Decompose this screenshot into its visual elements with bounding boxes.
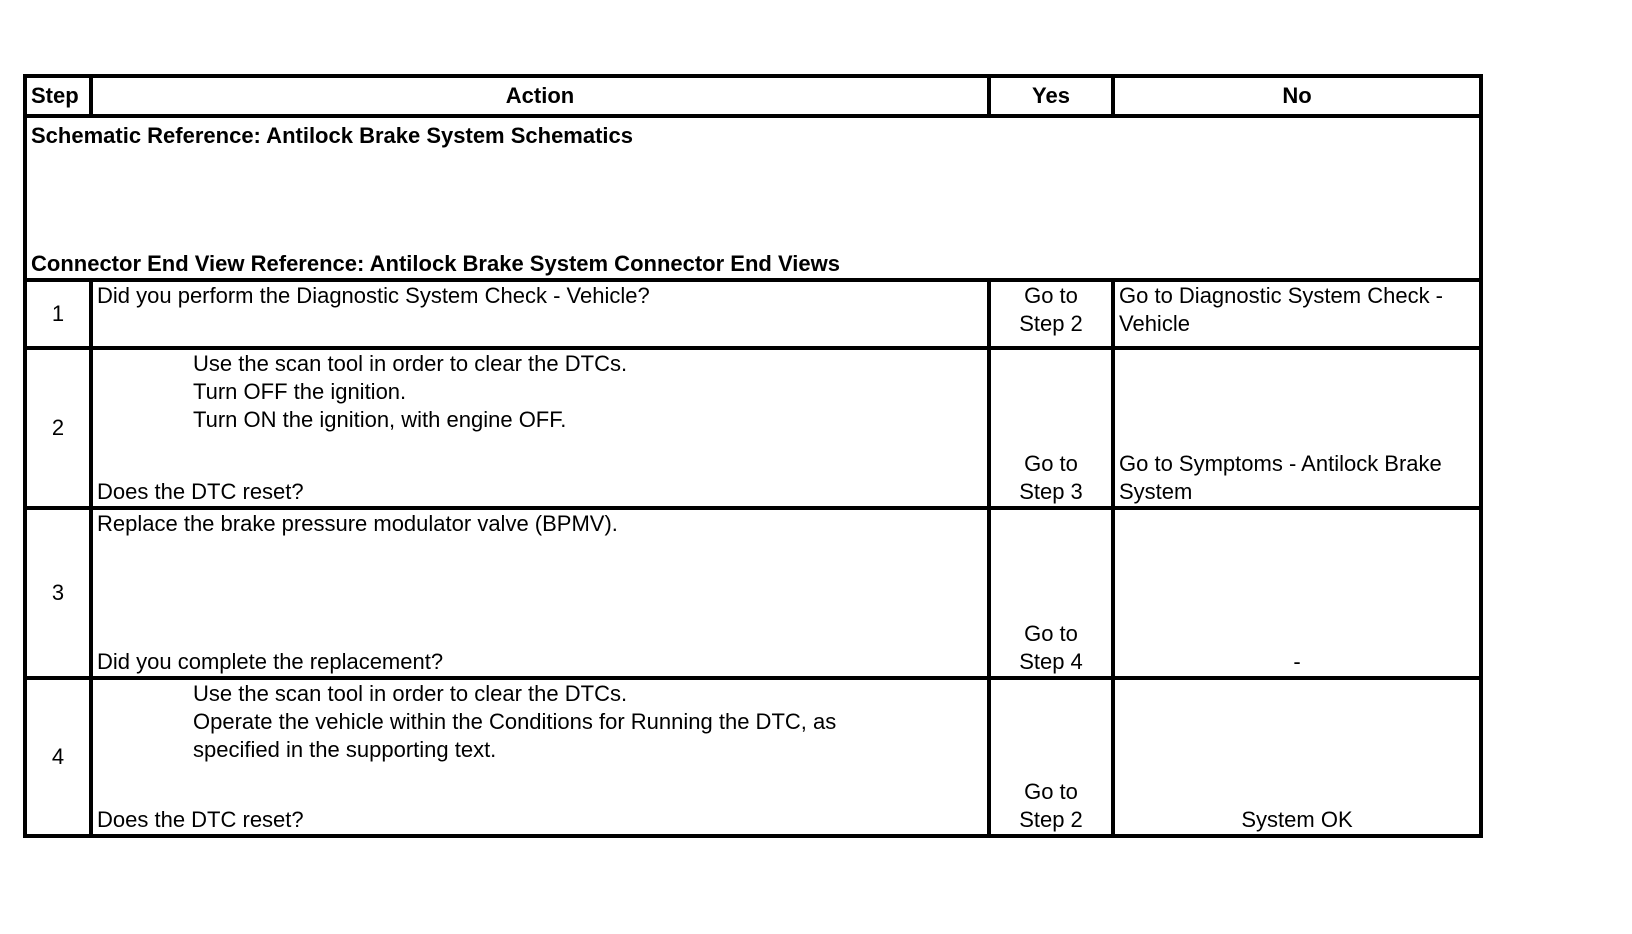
step-number: 2 bbox=[25, 348, 91, 508]
no-line-2: Vehicle bbox=[1119, 311, 1190, 336]
yes-cell bbox=[989, 508, 1113, 678]
no-cell bbox=[1113, 348, 1481, 508]
action-text: Did you perform the Diagnostic System Check - Vehicle? bbox=[97, 283, 650, 308]
instruction-list bbox=[97, 680, 983, 764]
instruction-item: Use the scan tool in order to clear the DTCs. bbox=[193, 351, 628, 376]
diagnostic-page bbox=[23, 74, 1479, 838]
no-cell bbox=[1113, 508, 1481, 678]
yes-line-2: Step 3 bbox=[1019, 479, 1083, 504]
yes-line-1: Go to bbox=[1024, 621, 1078, 646]
action-text: Replace the brake pressure modulator valve (BPMV). bbox=[97, 511, 618, 536]
action-question: Does the DTC reset? bbox=[97, 479, 304, 504]
connector-reference: Connector End View Reference: Antilock Brake System Connector End Views bbox=[31, 251, 840, 276]
action-cell bbox=[91, 508, 989, 678]
no-line-1: Go to Symptoms - Antilock Brake bbox=[1119, 451, 1442, 476]
step-number: 4 bbox=[25, 678, 91, 836]
yes-cell bbox=[989, 280, 1113, 348]
schematic-reference: Schematic Reference: Antilock Brake System Schematics bbox=[31, 123, 634, 148]
table-row bbox=[25, 280, 1481, 348]
header-row bbox=[25, 76, 1481, 116]
no-cell bbox=[1113, 678, 1481, 836]
action-cell bbox=[91, 280, 989, 348]
yes-header: Yes bbox=[989, 76, 1113, 116]
reference-cell bbox=[25, 116, 1481, 280]
step-number: 3 bbox=[25, 508, 91, 678]
no-text: - bbox=[1293, 649, 1301, 674]
table-row bbox=[25, 678, 1481, 836]
action-cell bbox=[91, 678, 989, 836]
yes-line-2: Step 4 bbox=[1019, 649, 1083, 674]
no-line-1: Go to Diagnostic System Check - bbox=[1119, 283, 1444, 308]
action-header: Action bbox=[91, 76, 989, 116]
diagnostic-table bbox=[23, 74, 1483, 838]
action-cell bbox=[91, 348, 989, 508]
yes-cell bbox=[989, 678, 1113, 836]
instruction-item: specified in the supporting text. bbox=[193, 737, 497, 762]
instruction-list bbox=[97, 350, 983, 434]
action-question: Does the DTC reset? bbox=[97, 807, 304, 832]
yes-line-1: Go to bbox=[1024, 283, 1078, 308]
no-text: System OK bbox=[1241, 807, 1353, 832]
yes-line-2: Step 2 bbox=[1019, 807, 1083, 832]
step-header: Step bbox=[25, 76, 91, 116]
yes-line-2: Step 2 bbox=[1019, 311, 1083, 336]
yes-cell bbox=[989, 348, 1113, 508]
table-row bbox=[25, 348, 1481, 508]
table-row bbox=[25, 508, 1481, 678]
yes-line-1: Go to bbox=[1024, 451, 1078, 476]
instruction-item: Turn OFF the ignition. bbox=[193, 379, 407, 404]
instruction-item: Use the scan tool in order to clear the DTCs. bbox=[193, 681, 628, 706]
action-question: Did you complete the replacement? bbox=[97, 649, 444, 674]
step-number: 1 bbox=[25, 280, 91, 348]
instruction-item: Operate the vehicle within the Conditions for Running the DTC, as bbox=[193, 709, 837, 734]
reference-row bbox=[25, 116, 1481, 280]
no-header: No bbox=[1113, 76, 1481, 116]
yes-line-1: Go to bbox=[1024, 779, 1078, 804]
no-line-2: System bbox=[1119, 479, 1193, 504]
instruction-item: Turn ON the ignition, with engine OFF. bbox=[193, 407, 567, 432]
no-cell bbox=[1113, 280, 1481, 348]
